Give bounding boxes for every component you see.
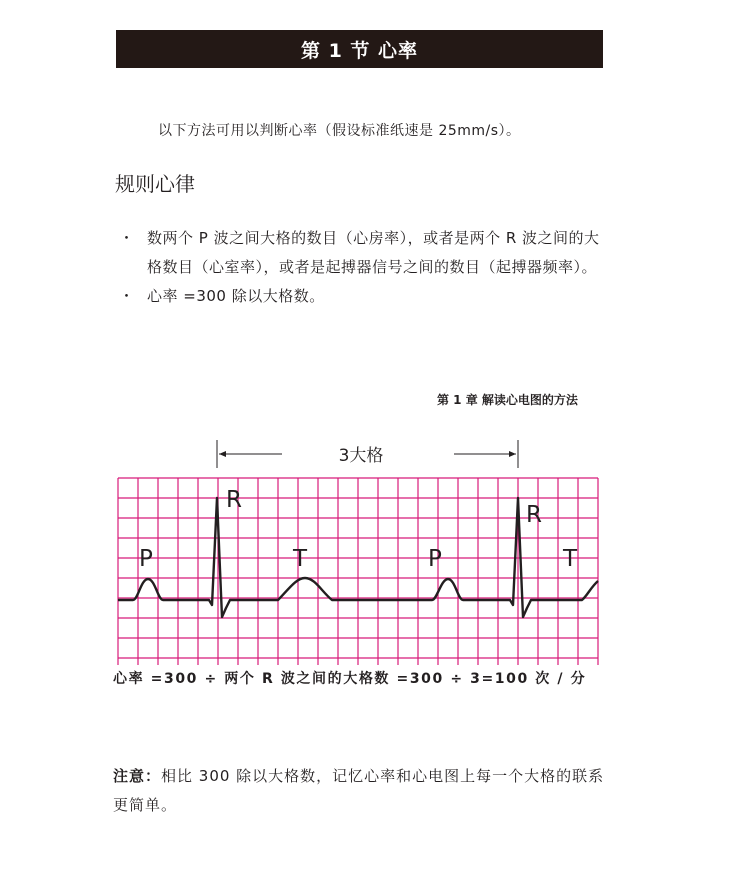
bullet-list: [115, 224, 615, 311]
note-label: 注意：: [113, 767, 162, 785]
wave-label-r: R: [226, 487, 242, 513]
heart-rate-formula: 心率 =300 ÷ 两个 R 波之间的大格数 =300 ÷ 3=100 次 / 分: [113, 671, 587, 687]
wave-label-t: T: [293, 546, 308, 572]
wave-label-r: R: [526, 502, 542, 528]
bullet-item: [115, 224, 615, 282]
section-title-bar: [116, 30, 603, 68]
ecg-figure: [0, 430, 730, 665]
bullet-dot: ・: [119, 229, 135, 247]
span-arrowhead-right: [509, 451, 516, 457]
span-arrowhead-left: [219, 451, 226, 457]
note-text: 相比 300 除以大格数，记忆心率和心电图上每一个大格的联系更简单。: [113, 767, 605, 814]
wave-label-p: P: [139, 546, 153, 572]
bullet-item: [115, 282, 615, 311]
note-paragraph: [113, 762, 613, 820]
chapter-caption: 第 1 章 解读心电图的方法: [437, 393, 578, 407]
span-label: 3大格: [338, 446, 384, 466]
bullet-dot: ・: [119, 287, 135, 305]
wave-label-p: P: [428, 546, 442, 572]
bullet-text: 心率 =300 除以大格数。: [147, 287, 325, 305]
section-heading: 规则心律: [115, 172, 195, 196]
wave-label-t: T: [563, 546, 578, 572]
section-title: 第 1 节 心率: [300, 39, 419, 62]
intro-text: 以下方法可用以判断心率（假设标准纸速是 25mm/s）。: [158, 123, 521, 139]
bullet-text: 数两个 P 波之间大格的数目（心房率），或者是两个 R 波之间的大格数目（心室率），或者是起搏器信号之间的数目（起搏器频率）。: [147, 229, 600, 276]
